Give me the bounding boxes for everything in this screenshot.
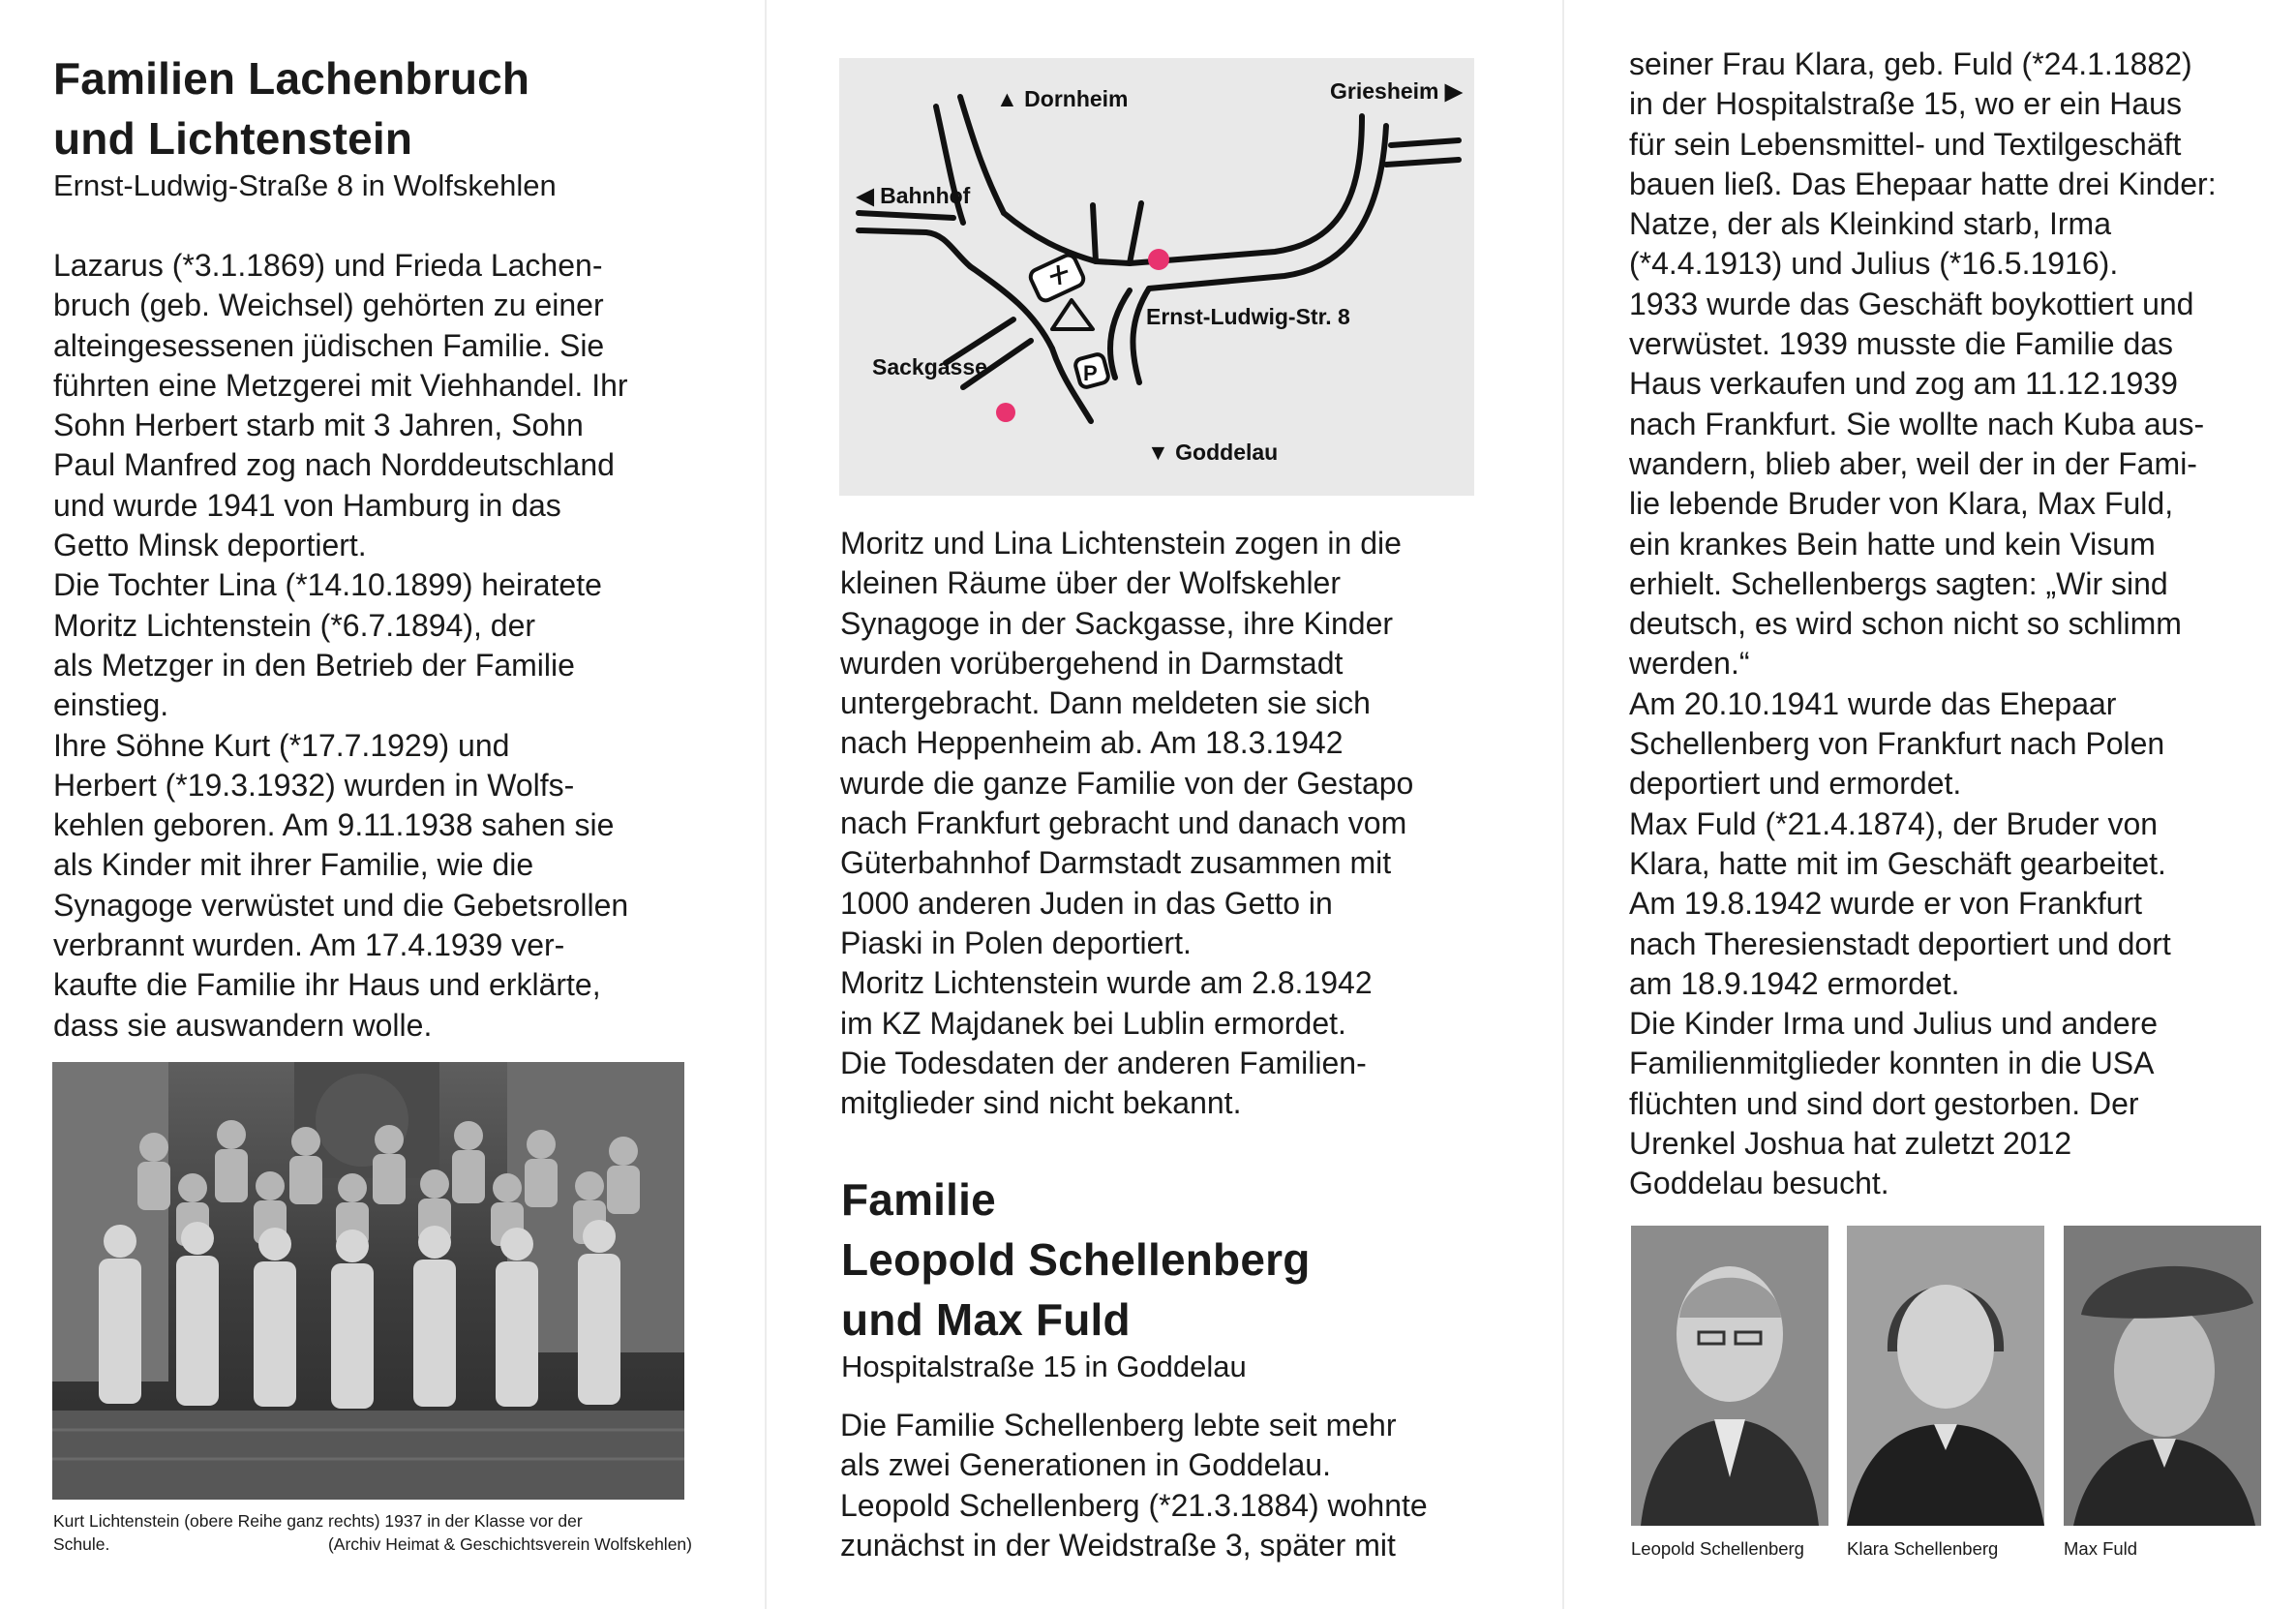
map-label-bahnhof: ◀ Bahnhof [857,183,971,208]
section-title-schellenberg [841,1169,1311,1350]
parking-icon: P [1083,361,1098,385]
caption-line: Kurt Lichtenstein (obere Reihe ganz rechts) 1937 in der Klasse vor der [53,1511,583,1531]
portrait-caption: Max Fuld [2064,1538,2138,1559]
portrait-klara-schellenberg [1847,1226,2044,1526]
map-label-griesheim: Griesheim ▶ [1330,78,1463,104]
body-text-schellenberg-intro: Die Familie Schellenberg lebte seit mehr als zwei Generationen in Goddelau. Leopold Schellenberg (*21.3.1884) wohnte zunächst in der Weidstraße 3, später mit [840,1408,1428,1563]
fold-line-left [765,0,767,1609]
caption-line: Schule. [53,1534,110,1554]
marker-synagogue [996,403,1015,422]
title-line: und Max Fuld [841,1294,1131,1345]
map-label-sackgasse: Sackgasse [872,354,987,379]
map-label-dornheim: ▲ Dornheim [996,86,1129,111]
address-lachenbruch: Ernst-Ludwig-Straße 8 in Wolfskehlen [53,168,557,202]
portrait-caption: Leopold Schellenberg [1631,1538,1804,1559]
address-schellenberg: Hospitalstraße 15 in Goddelau [841,1350,1247,1383]
title-line: Familien Lachenbruch [53,53,530,104]
photo-caption [53,1509,692,1556]
marker-ernst-ludwig-str [1148,249,1169,270]
body-text-schellenberg: seiner Frau Klara, geb. Fuld (*24.1.1882) in der Hospitalstraße 15, wo er ein Haus für sein Lebensmittel- und Textilgeschäft bauen ließ. Das Ehepaar hatte drei Kinder: Natze, der als Kleinkind starb, Irma (*4.4.1913) und Julius (*16.5.1916). 1933 wurde das Geschäft boykottiert und verwüstet. 1939 musste die Familie das Haus verkaufen und zog am 11.12.1939 nach Frankfurt. Sie wollte nach Kuba aus- wandern, blieb aber, weil der in der Fami- lie lebende Bruder von Klara, Max Fuld, ein krankes Bein hatte und kein Visum erhielt. Schellenbergs sagten: „Wir sind deutsch, es wird schon nicht so schlimm werden.“ Am 20.10.1941 wurde das Ehepaar Schellenberg von Frankfurt nach Polen deportiert und ermordet. Max Fuld (*21.4.1874), der Bruder von Klara, hatte mit im Geschäft gearbeitet. Am 19.8.1942 wurde er von Frankfurt nach Theresienstadt deportiert und dort am 18.9.1942 ermordet. Die Kinder Irma und Julius und andere Familienmitglieder konnten in die USA flüchten und sind dort gestorben. Der Urenkel Joshua hat zuletzt 2012 Goddelau besucht. [1629,46,2217,1201]
title-line: Leopold Schellenberg [841,1234,1311,1285]
location-map [839,58,1474,496]
body-text-lichtenstein: Moritz und Lina Lichtenstein zogen in die kleinen Räume über der Wolfskehler Synagoge in der Sackgasse, ihre Kinder wurden vorübergehend in Darmstadt untergebracht. Dann meldeten sie sich nach Heppenheim ab. Am 18.3.1942 wurde die ganze Familie von der Gestapo nach Frankfurt gebracht und danach vom Güterbahnhof Darmstadt zusammen mit 1000 anderen Juden in das Getto in Piaski in Polen deportiert. Moritz Lichtenstein wurde am 2.8.1942 im KZ Majdanek bei Lublin ermordet. Die Todesdaten der anderen Familien- mitglieder sind nicht bekannt. [840,526,1414,1121]
portrait-caption: Klara Schellenberg [1847,1538,1999,1559]
title-line: Familie [841,1174,996,1225]
map-label-goddelau: ▼ Goddelau [1147,440,1279,465]
fold-line-right [1562,0,1564,1609]
body-text-lachenbruch: Lazarus (*3.1.1869) und Frieda Lachen- bruch (geb. Weichsel) gehörten zu einer alteingesessenen jüdischen Familie. Sie führten eine Metzgerei mit Viehhandel. Ihr Sohn Herbert starb mit 3 Jahren, Sohn Paul Manfred zog nach Norddeutschland und wurde 1941 von Hamburg in das Getto Minsk deportiert. Die Tochter Lina (*14.10.1899) heiratete Moritz Lichtenstein (*6.7.1894), der als Metzger in den Betrieb der Familie einstieg. Ihre Söhne Kurt (*17.7.1929) und Herbert (*19.3.1932) wurden in Wolfs- kehlen geboren. Am 9.11.1938 sahen sie als Kinder mit ihrer Familie, wie die Synagoge verwüstet und die Gebetsrollen verbrannt wurden. Am 17.4.1939 ver- kaufte die Familie ihr Haus und erklärte, dass sie auswandern wolle. [53,248,629,1043]
portrait-max-fuld [2064,1226,2261,1526]
photo-credit: (Archiv Heimat & Geschichtsverein Wolfskehlen) [327,1534,692,1554]
column-lachenbruch [0,0,765,1609]
map-label-street: Ernst-Ludwig-Str. 8 [1146,304,1350,329]
title-line: und Lichtenstein [53,113,413,164]
portrait-leopold-schellenberg [1631,1226,1828,1526]
class-photo [52,1062,684,1500]
section-title-lachenbruch [53,48,529,168]
